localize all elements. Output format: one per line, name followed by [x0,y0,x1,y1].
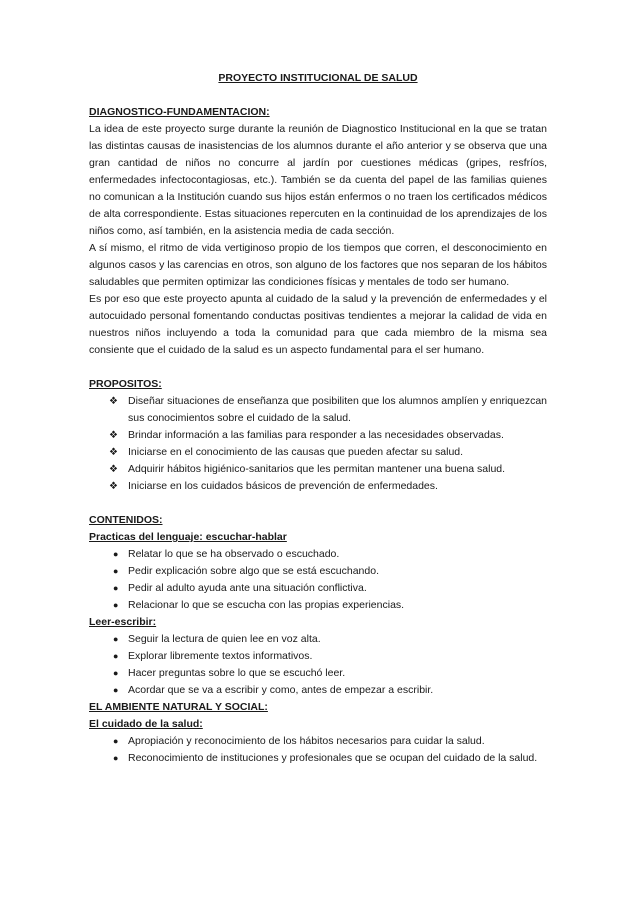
propositos-heading: PROPOSITOS: [89,378,162,390]
list-item: ● Pedir explicación sobre algo que se está escuchando. [89,563,547,580]
contenidos-heading: CONTENIDOS: [89,514,163,526]
spacer [89,359,547,376]
ambiente-heading: EL AMBIENTE NATURAL Y SOCIAL: [89,701,268,713]
cuidado-salud-list [89,733,547,767]
diamond-bullet-icon: ❖ [109,481,118,492]
list-item: ❖ Diseñar situaciones de enseñanza que posibiliten que los alumnos amplíen y enriquezcan sus conocimientos sobre el cuidado de la salud. [109,395,547,424]
list-item: ● Relacionar lo que se escucha con las propias experiencias. [89,597,547,614]
list-item: ● Relatar lo que se ha observado o escuchado. [89,546,547,563]
list-item: ● Apropiación y reconocimiento de los hábitos necesarios para cuidar la salud. [89,733,547,750]
diamond-bullet-icon: ❖ [109,430,118,441]
bullet-dot-icon: ● [113,634,119,644]
list-item: ● Hacer preguntas sobre lo que se escuchó leer. [89,665,547,682]
list-item: ● Acordar que se va a escribir y como, antes de empezar a escribir. [89,682,547,699]
bullet-dot-icon: ● [113,736,119,746]
list-item: ● Seguir la lectura de quien lee en voz alta. [89,631,547,648]
spacer [89,495,547,512]
bullet-dot-icon: ● [113,685,119,695]
list-item: ❖ Adquirir hábitos higiénico-sanitarios que les permitan mantener una buena salud. [89,461,547,478]
bullet-dot-icon: ● [113,600,119,610]
diagnostico-paragraph-3: Es por eso que este proyecto apunta al cuidado de la salud y la prevención de enfermedades y el autocuidado personal fomentando conductas positivas tendientes a mejorar la calidad de vida en nuestros niños incluyendo a toda la comunidad para que cada miembro de la misma sea consiente que el cuidado de la salud es un aspecto fundamental para el ser humano. [89,293,547,356]
list-item: ❖ Iniciarse en los cuidados básicos de prevención de enfermedades. [89,478,547,495]
diagnostico-heading: DIAGNOSTICO-FUNDAMENTACION: [89,106,270,118]
document-title: PROYECTO INSTITUCIONAL DE SALUD [218,72,418,84]
leer-escribir-list [89,631,547,699]
list-item: ❖ Iniciarse en el conocimiento de las causas que pueden afectar su salud. [89,444,547,461]
diamond-bullet-icon: ❖ [109,464,118,475]
list-item: ● Pedir al adulto ayuda ante una situación conflictiva. [89,580,547,597]
cuidado-salud-heading: El cuidado de la salud: [89,718,203,730]
list-item: ● Explorar libremente textos informativos. [89,648,547,665]
diagnostico-paragraph-1: La idea de este proyecto surge durante la reunión de Diagnostico Institucional en la que se tratan las distintas causas de inasistencias de los alumnos durante el año anterior y se observa que una gran cantidad de niños no concurre al jardín por cuestiones médicas (gripes, resfríos, enfermedades infectocontagiosas, etc.). También se da cuenta del papel de las familias quienes no comunican a la Institución cuando sus hijos están enfermos o no traen los certificados médicos de alta correspondiente. Estas situaciones repercuten en la continuidad de los aprendizajes de los niños como, así también, en la asistencia media de cada sección. [89,123,547,237]
bullet-dot-icon: ● [113,549,119,559]
diamond-bullet-icon: ❖ [109,396,118,407]
practicas-heading: Practicas del lenguaje: escuchar-hablar [89,531,287,543]
diagnostico-paragraph-2: A sí mismo, el ritmo de vida vertiginoso propio de los tiempos que corren, el desconocimiento en algunos casos y las carencias en otros, son alguno de los factores que nos separan de los hábitos saludables que permiten optimizar las condiciones físicas y mentales de todo ser humano. [89,242,547,288]
propositos-list [89,393,547,495]
bullet-dot-icon: ● [113,651,119,661]
bullet-dot-icon: ● [113,583,119,593]
list-item: ● Reconocimiento de instituciones y profesionales que se ocupan del cuidado de la salud. [89,750,547,767]
bullet-dot-icon: ● [113,668,119,678]
list-item: ❖ Brindar información a las familias para responder a las necesidades observadas. [89,427,547,444]
bullet-dot-icon: ● [113,566,119,576]
leer-escribir-heading: Leer-escribir: [89,616,157,628]
bullet-dot-icon: ● [113,753,119,763]
diamond-bullet-icon: ❖ [109,447,118,458]
practicas-list [89,546,547,614]
document-page [89,70,547,767]
